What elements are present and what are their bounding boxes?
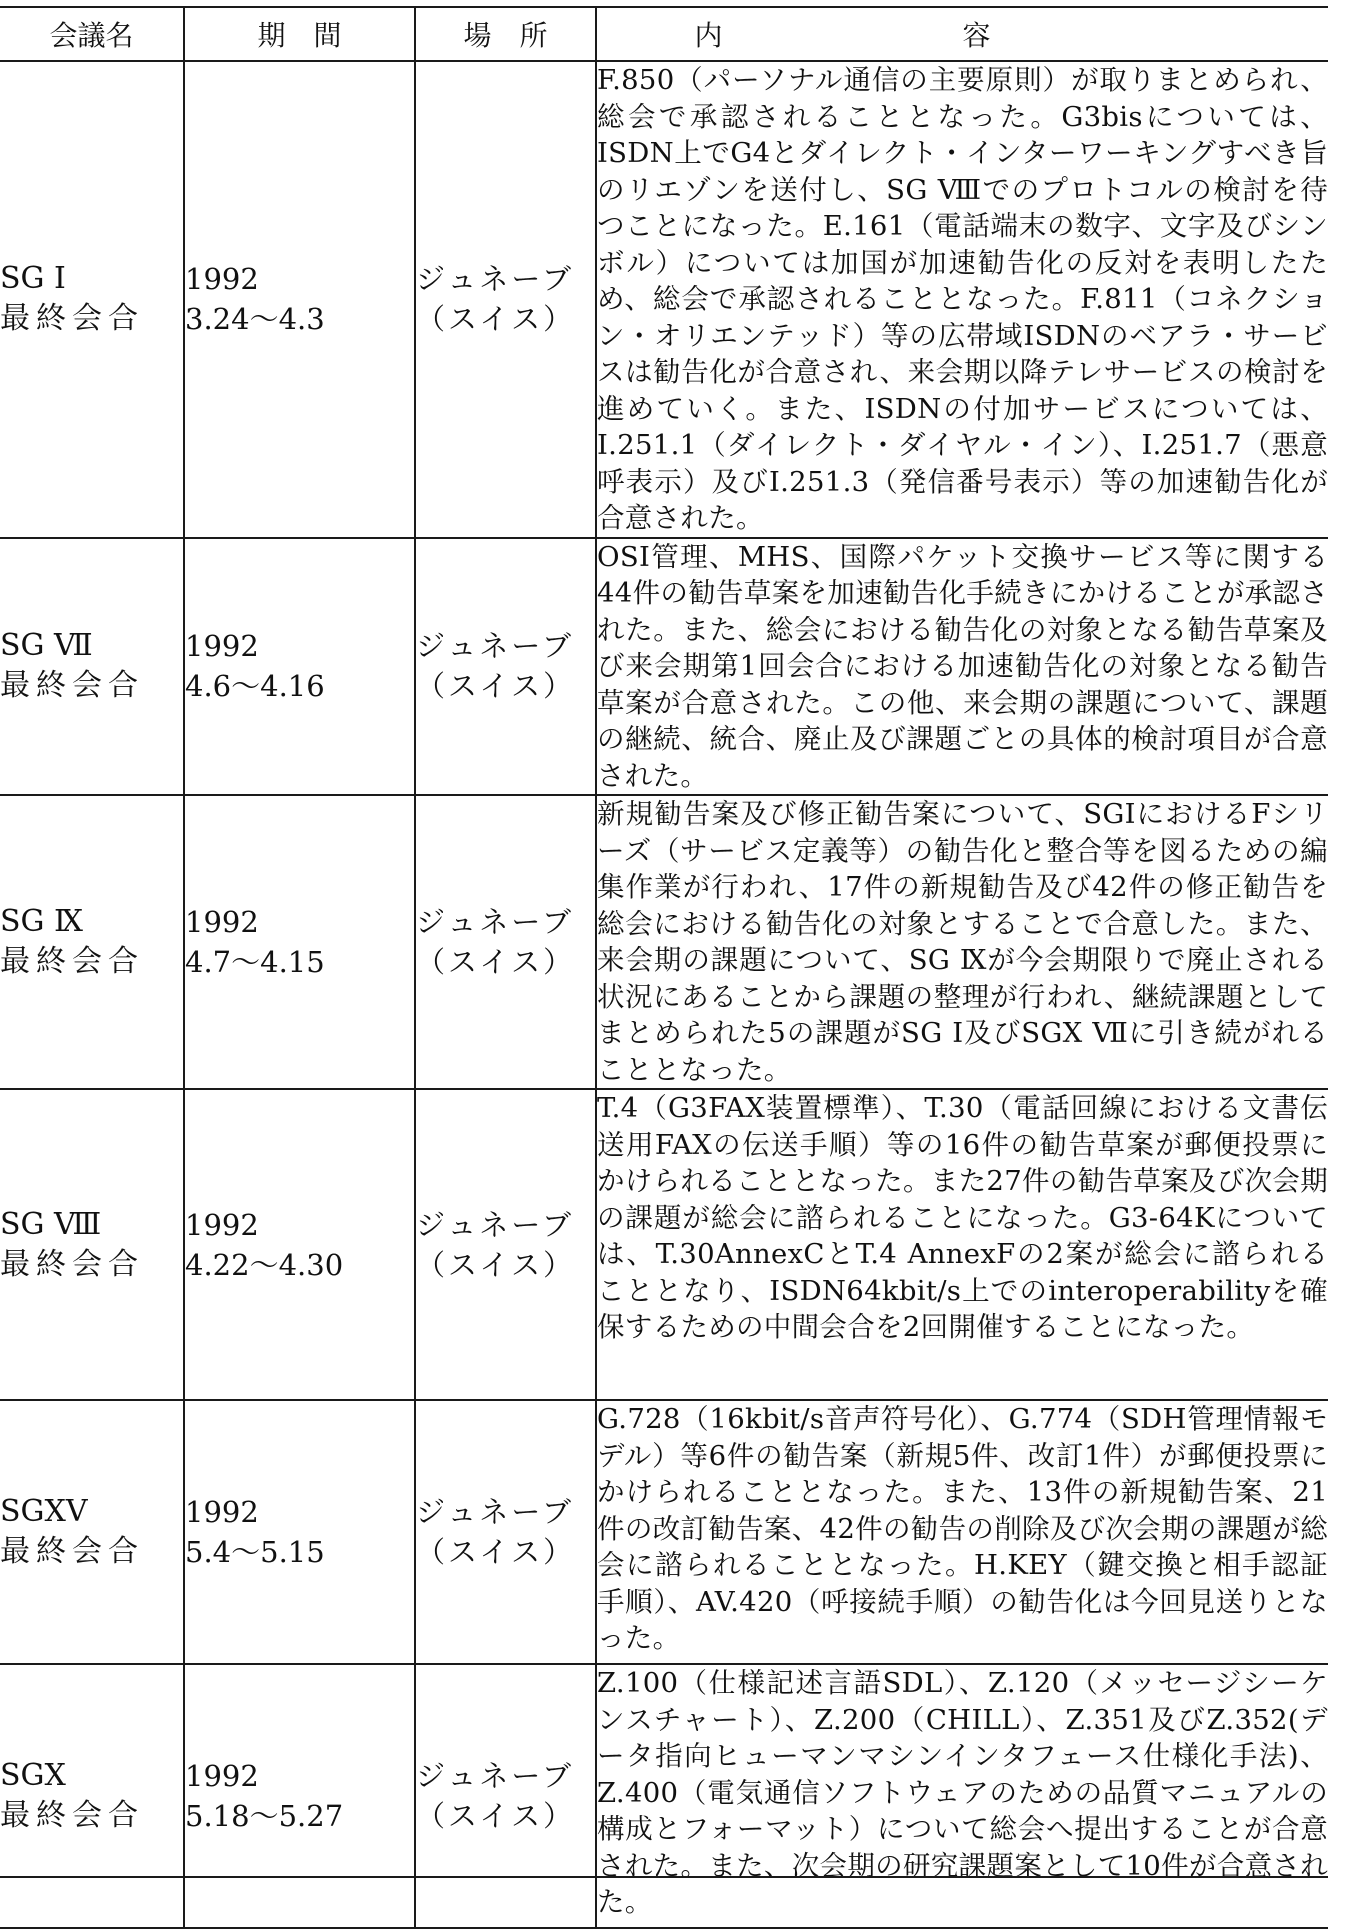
- meeting-name-cell: [0, 61, 184, 538]
- meeting-name-cell: [0, 538, 184, 796]
- meeting-name-cell: [0, 1089, 184, 1400]
- period-dates: 4.6～4.16: [185, 669, 325, 704]
- table-header-row: [0, 7, 1328, 61]
- period-cell: [184, 795, 415, 1089]
- period-year: 1992: [185, 1495, 259, 1529]
- table-row: [0, 538, 1328, 796]
- content-cell: 新規勧告案及び修正勧告案について、SGIにおけるFシリーズ（サービス定義等）の勧告化と整合等を図るための編集作業が行われ、17件の新規勧告及び42件の修正勧告を総会における勧告化の対象とすることで合意した。また、来会期の課題について、SG Ⅸが今会期限りで廃止される状況にあることから課題の整理が行われ、継続課題としてまとめられた5の課題がSG Ⅰ及びSGX Ⅶに引き続がれることとなった。: [596, 795, 1328, 1089]
- content-cell: OSI管理、MHS、国際パケット交換サービス等に関する44件の勧告草案を加速勧告化手続きにかけることが承認された。また、総会における勧告化の対象となる勧告草案及び来会期第1回会合における加速勧告化の対象となる勧告草案が合意された。この他、来会期の課題について、課題の継続、統合、廃止及び課題ごとの具体的検討項目が合意された。: [596, 538, 1328, 796]
- meeting-name: SGX: [0, 1758, 66, 1793]
- content-cell: T.4（G3FAX装置標準）、T.30（電話回線における文書伝送用FAXの伝送手順）等の16件の勧告草案が郵便投票にかけられることとなった。また27件の勧告草案及び次会期の課題が総会に諮られることになった。G3-64Kについては、T.30AnnexCとT.4 AnnexFの2案が総会に諮られることとなり、ISDN64kbit/s上でのinteroperabilityを確保するための中間会合を2回開催することになった。: [596, 1089, 1328, 1400]
- header-name: 会議名: [0, 7, 184, 61]
- place-city: ジュネーブ: [416, 629, 574, 664]
- period-cell: [184, 1400, 415, 1664]
- place-cell: [415, 1400, 596, 1664]
- header-place: 場 所: [415, 7, 596, 61]
- meeting-type: 最終会合: [0, 944, 144, 979]
- period-dates: 5.4～5.15: [185, 1535, 325, 1569]
- place-cell: [415, 538, 596, 796]
- period-cell: [184, 1664, 415, 1928]
- period-dates: 4.7～4.15: [185, 945, 325, 979]
- period-dates: 5.18～5.27: [185, 1799, 344, 1833]
- period-year: 1992: [185, 262, 259, 297]
- place-country: （スイス）: [416, 1799, 576, 1833]
- header-content: 内容: [596, 7, 1328, 61]
- place-cell: [415, 1664, 596, 1928]
- place-city: ジュネーブ: [416, 1495, 574, 1529]
- period-year: 1992: [185, 629, 259, 664]
- place-city: ジュネーブ: [416, 1207, 574, 1242]
- place-country: （スイス）: [416, 302, 576, 337]
- table-row: [0, 1400, 1328, 1664]
- place-city: ジュネーブ: [416, 905, 574, 939]
- place-city: ジュネーブ: [416, 262, 574, 297]
- period-year: 1992: [185, 905, 259, 939]
- meeting-type: 最終会合: [0, 301, 144, 337]
- meeting-name: SG Ⅶ: [0, 628, 93, 664]
- meeting-name: SGXV: [0, 1494, 88, 1529]
- table-row: [0, 795, 1328, 1089]
- meeting-type: 最終会合: [0, 1246, 144, 1282]
- meeting-name-cell: [0, 1400, 184, 1664]
- table-row: [0, 1089, 1328, 1400]
- meeting-type: 最終会合: [0, 668, 144, 704]
- meeting-name: SG Ⅷ: [0, 1206, 102, 1242]
- meeting-name-cell: [0, 795, 184, 1089]
- place-city: ジュネーブ: [416, 1759, 574, 1793]
- content-cell: Z.100（仕様記述言語SDL）、Z.120（メッセージシーケンスチャート）、Z.200（CHILL）、Z.351及びZ.352(データ指向ヒューマンマシンインタフェース仕様化手法)、Z.400（電気通信ソフトウェアのための品質マニュアルの構成とフォーマット）について総会へ提出することが合意された。また、次会期の研究課題案として10件が合意された。: [596, 1664, 1328, 1928]
- meeting-name: SG Ⅰ: [0, 261, 66, 297]
- table-row: [0, 61, 1328, 538]
- place-country: （スイス）: [416, 1535, 576, 1569]
- period-cell: [184, 538, 415, 796]
- content-cell: F.850（パーソナル通信の主要原則）が取りまとめられ、総会で承認されることとなった。G3bisについては、ISDN上でG4とダイレクト・インターワーキングすべき旨のリエゾンを送付し、SG Ⅷでのプロトコルの検討を待つことになった。E.161（電話端末の数字、文字及びシンボル）については加国が加速勧告化の反対を表明したため、総会で承認されることとなった。F.811（コネクション・オリエンテッド）等の広帯域ISDNのベアラ・サービスは勧告化が合意され、来会期以降テレサービスの検討を進めていく。また、ISDNの付加サービスについては、I.251.1（ダイレクト・ダイヤル・イン）、I.251.7（悪意呼表示）及びI.251.3（発信番号表示）等の加速勧告化が合意された。: [596, 61, 1328, 538]
- period-year: 1992: [185, 1207, 259, 1242]
- meeting-name: SG Ⅸ: [0, 904, 83, 939]
- period-year: 1992: [185, 1759, 259, 1793]
- place-cell: [415, 1089, 596, 1400]
- period-cell: [184, 1089, 415, 1400]
- period-dates: 3.24～4.3: [185, 302, 325, 337]
- table-row: [0, 1664, 1328, 1928]
- meeting-name-cell: [0, 1664, 184, 1928]
- header-period: 期 間: [184, 7, 415, 61]
- place-cell: [415, 795, 596, 1089]
- period-dates: 4.22～4.30: [185, 1247, 344, 1282]
- meeting-type: 最終会合: [0, 1534, 144, 1569]
- content-cell: G.728（16kbit/s音声符号化）、G.774（SDH管理情報モデル）等6件の勧告案（新規5件、改訂1件）が郵便投票にかけられることとなった。また、13件の新規勧告案、21件の改訂勧告案、42件の勧告の削除及び次会期の課題が総会に諮られることとなった。H.KEY（鍵交換と相手認証手順）、AV.420（呼接続手順）の勧告化は今回見送りとなった。: [596, 1400, 1328, 1664]
- place-country: （スイス）: [416, 1247, 576, 1282]
- place-country: （スイス）: [416, 945, 576, 979]
- place-cell: [415, 61, 596, 538]
- meetings-table: [0, 6, 1328, 1929]
- meeting-type: 最終会合: [0, 1798, 144, 1833]
- period-cell: [184, 61, 415, 538]
- table-bottom-rule: [0, 1876, 1328, 1878]
- place-country: （スイス）: [416, 669, 576, 704]
